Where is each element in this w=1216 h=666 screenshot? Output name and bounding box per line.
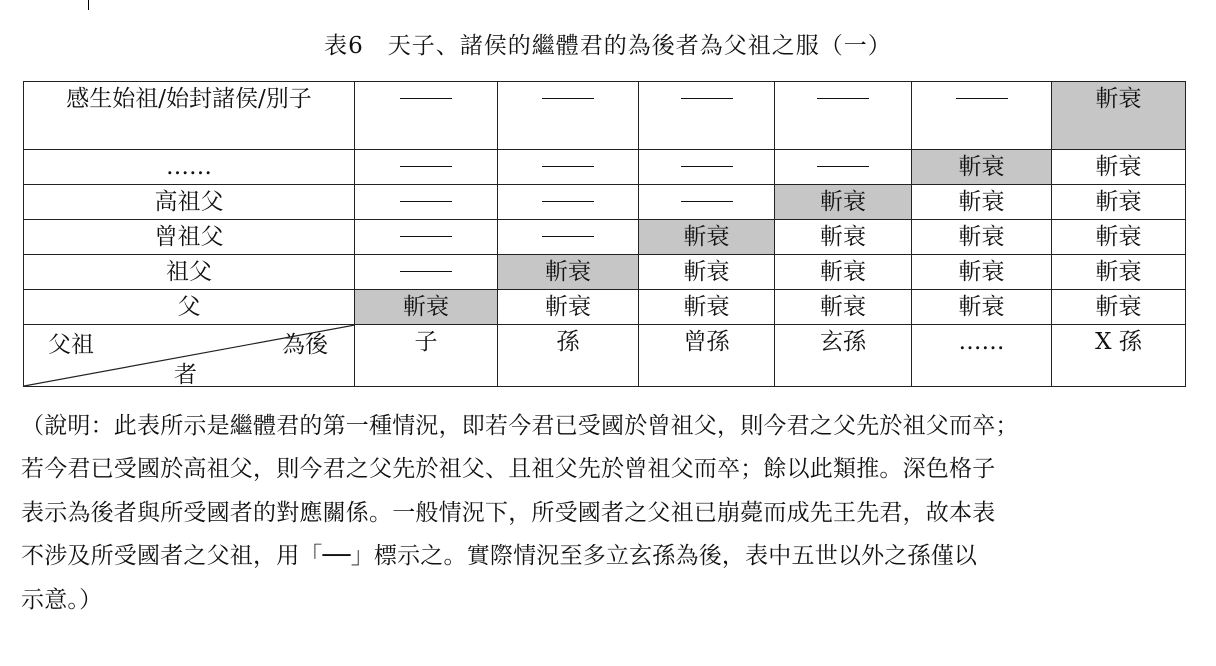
table-row — [24, 82, 1186, 150]
dash-mark — [542, 236, 594, 237]
mourning-cell: 斬衰 — [498, 290, 639, 325]
dash-cell — [639, 82, 775, 150]
explanation-line: 表示為後者與所受國者的對應關係。一般情況下，所受國者之父祖已崩薨而成先王先君，故本表 — [21, 499, 996, 526]
dash-cell — [355, 185, 498, 220]
dash-mark — [956, 98, 1008, 99]
mourning-cell: 斬衰 — [912, 255, 1052, 290]
dash-mark — [400, 166, 452, 167]
table-caption: 表6 天子、諸侯的繼體君的為後者為父祖之服（一） — [324, 33, 892, 59]
mourning-cell: 斬衰 — [775, 255, 912, 290]
descendant-header: X 孫 — [1052, 325, 1186, 387]
dash-cell — [775, 150, 912, 185]
mourning-cell: 斬衰 — [912, 290, 1052, 325]
mourning-cell: 斬衰 — [1052, 82, 1186, 150]
row-label: 祖父 — [24, 255, 355, 290]
corner-label-bottom: 者 — [174, 362, 197, 388]
corner-cell — [24, 325, 355, 387]
mourning-cell: 斬衰 — [1052, 220, 1186, 255]
descendant-header: 孫 — [498, 325, 639, 387]
row-label: 感生始祖/始封諸侯/別子 — [24, 82, 355, 150]
dash-cell — [639, 185, 775, 220]
dash-mark — [400, 236, 452, 237]
dash-mark — [817, 98, 869, 99]
explanation-line: （說明：此表所示是繼體君的第一種情況，即若今君已受國於曾祖父，則今君之父先於祖父而卒； — [21, 413, 1019, 439]
mourning-cell: 斬衰 — [775, 290, 912, 325]
dash-mark — [817, 166, 869, 167]
mourning-cell: 斬衰 — [1052, 290, 1186, 325]
mourning-cell: 斬衰 — [639, 290, 775, 325]
table-row — [24, 220, 1186, 255]
mourning-table — [23, 81, 1186, 387]
row-label: …… — [24, 150, 355, 185]
mourning-cell: 斬衰 — [498, 255, 639, 290]
mourning-cell: 斬衰 — [639, 255, 775, 290]
dash-cell — [498, 220, 639, 255]
descendant-header: 玄孫 — [775, 325, 912, 387]
dash-mark — [681, 166, 733, 167]
table-row — [24, 290, 1186, 325]
dash-cell — [498, 82, 639, 150]
table-row — [24, 150, 1186, 185]
margin-tick — [88, 0, 89, 10]
table-row — [24, 185, 1186, 220]
dash-cell — [355, 82, 498, 150]
mourning-cell: 斬衰 — [639, 220, 775, 255]
explanation-line: 示意。） — [21, 586, 103, 613]
corner-label-left: 父祖 — [48, 332, 94, 358]
header-row — [24, 325, 1186, 387]
dash-mark — [542, 98, 594, 99]
dash-mark — [681, 98, 733, 99]
mourning-cell: 斬衰 — [1052, 255, 1186, 290]
mourning-cell: 斬衰 — [355, 290, 498, 325]
dash-mark — [400, 98, 452, 99]
mourning-cell: 斬衰 — [1052, 150, 1186, 185]
mourning-cell: 斬衰 — [775, 185, 912, 220]
dash-cell — [639, 150, 775, 185]
descendant-header: 曾孫 — [639, 325, 775, 387]
dash-cell — [355, 150, 498, 185]
row-label: 父 — [24, 290, 355, 325]
table-row — [24, 255, 1186, 290]
dash-cell — [355, 255, 498, 290]
descendant-header: 子 — [355, 325, 498, 387]
dash-cell — [912, 82, 1052, 150]
corner-label-right: 為後 — [282, 332, 328, 358]
dash-mark — [400, 271, 452, 272]
mourning-cell: 斬衰 — [912, 185, 1052, 220]
explanation-note — [21, 405, 1201, 622]
mourning-cell: 斬衰 — [1052, 185, 1186, 220]
dash-mark — [542, 201, 594, 202]
mourning-cell: 斬衰 — [775, 220, 912, 255]
dash-cell — [498, 185, 639, 220]
descendant-header: …… — [912, 325, 1052, 387]
dash-cell — [498, 150, 639, 185]
mourning-cell: 斬衰 — [912, 150, 1052, 185]
dash-mark — [542, 166, 594, 167]
row-label: 曾祖父 — [24, 220, 355, 255]
dash-mark — [400, 201, 452, 202]
explanation-line: 若今君已受國於高祖父，則今君之父先於祖父、且祖父先於曾祖父而卒；餘以此類推。深色格子 — [21, 456, 996, 483]
dash-cell — [355, 220, 498, 255]
dash-mark — [681, 201, 733, 202]
row-label: 高祖父 — [24, 185, 355, 220]
dash-cell — [775, 82, 912, 150]
explanation-line: 不涉及所受國者之父祖，用「──」標示之。實際情況至多立玄孫為後，表中五世以外之孫僅以 — [21, 543, 978, 570]
mourning-cell: 斬衰 — [912, 220, 1052, 255]
